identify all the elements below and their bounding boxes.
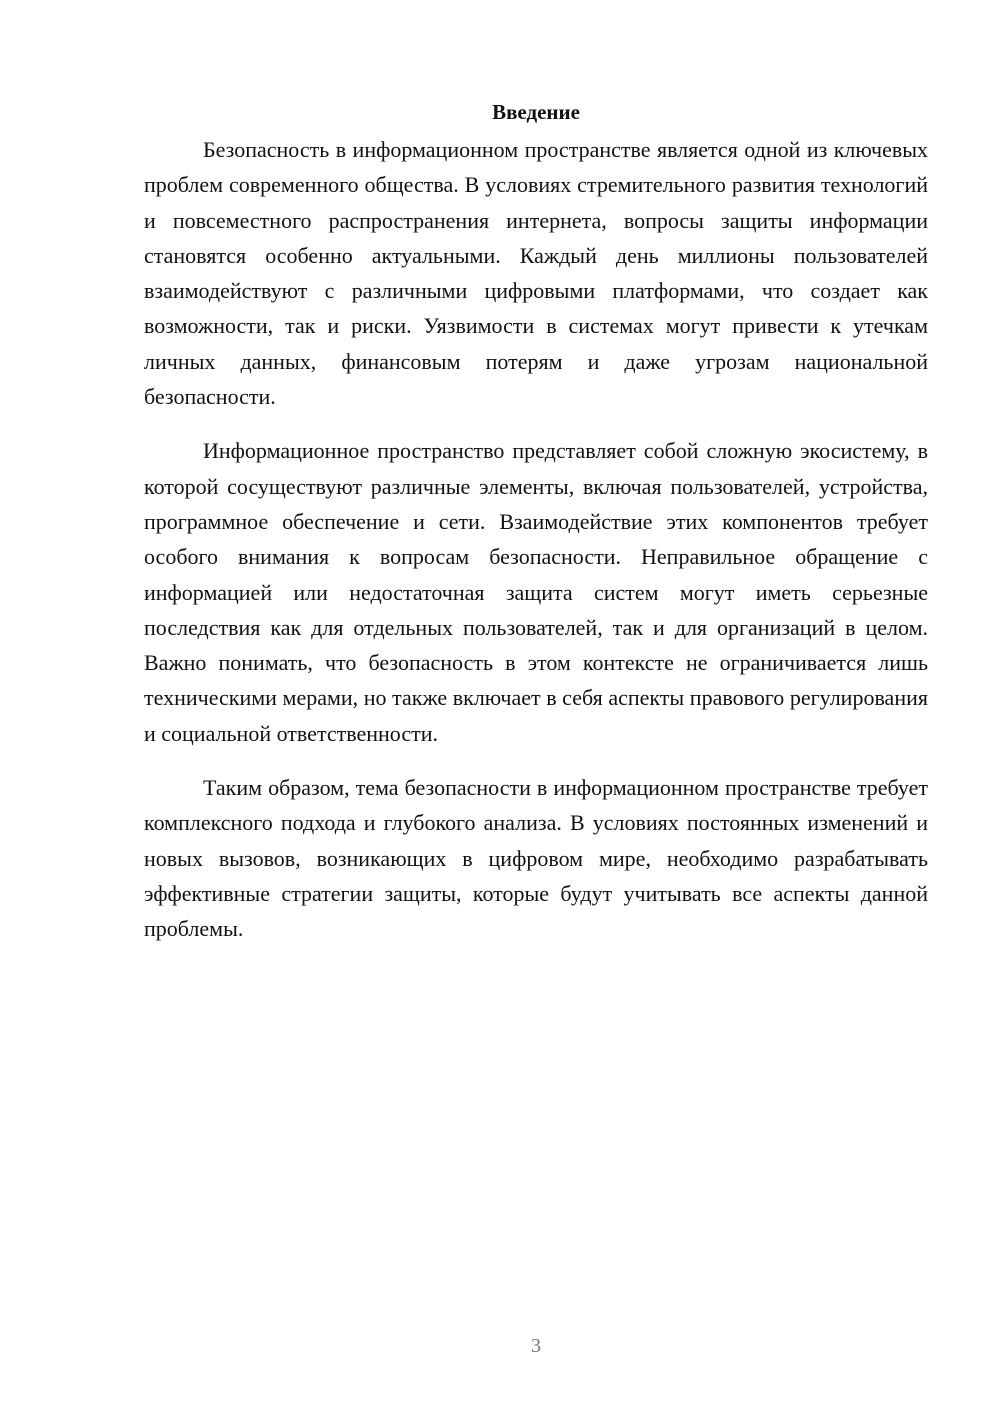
- section-heading: Введение: [492, 100, 580, 124]
- page-number: 3: [531, 1335, 541, 1357]
- paragraph-1: Безопасность в информационном пространстве является одной из ключевых проблем современного общества. В условиях стремительного развития технологий и повсеместного распространения интернета, вопросы защиты информации становятся особенно актуальными. Каждый день миллионы пользователей взаимодействуют с различными цифровыми платформами, что создает как возможности, так и риски. Уязвимости в системах могут привести к утечкам личных данных, финансовым потерям и даже угрозам национальной безопасности.: [144, 137, 928, 410]
- page-content: [144, 98, 928, 966]
- paragraph-3: Таким образом, тема безопасности в информационном пространстве требует комплексного подхода и глубокого анализа. В условиях постоянных изменений и новых вызовов, возникающих в цифровом мире, необходимо разрабатывать эффективные стратегии защиты, которые будут учитывать все аспекты данной проблемы.: [144, 775, 928, 942]
- paragraph-2: Информационное пространство представляет собой сложную экосистему, в которой сосуществуют различные элементы, включая пользователей, устройства, программное обеспечение и сети. Взаимодействие этих компонентов требует особого внимания к вопросам безопасности. Неправильное обращение с информацией или недостаточная защита систем могут иметь серьезные последствия как для отдельных пользователей, так и для организаций в целом. Важно понимать, что безопасность в этом контексте не ограничивается лишь техническими мерами, но также включает в себя аспекты правового регулирования и социальной ответственности.: [144, 438, 928, 746]
